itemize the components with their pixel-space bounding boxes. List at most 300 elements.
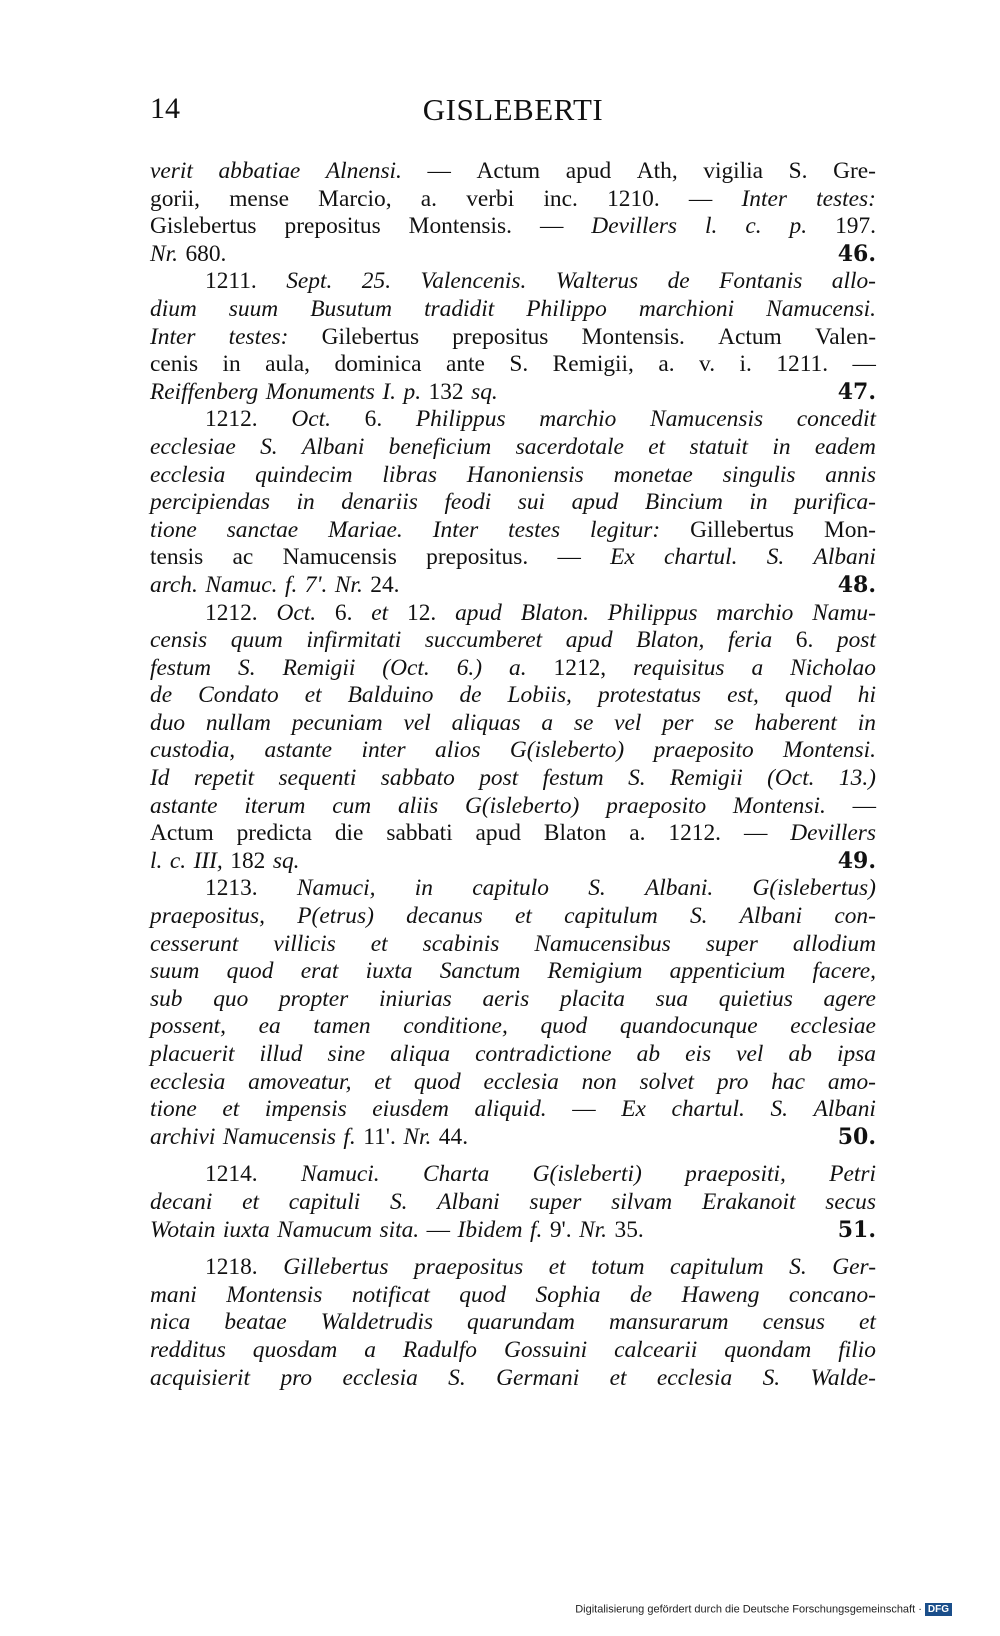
- text-line: [150, 1013, 876, 1041]
- word: ecclesiae: [790, 1013, 876, 1040]
- text-line: [150, 1161, 876, 1189]
- word: verbi: [466, 185, 515, 212]
- word: —: [427, 158, 451, 184]
- word: succumberet: [424, 627, 543, 654]
- word: infirmitati: [306, 627, 402, 654]
- word: in: [857, 709, 876, 736]
- word: apud: [565, 158, 612, 184]
- word: ac: [232, 544, 254, 571]
- word: Inter: [150, 323, 196, 350]
- word: apud: [565, 627, 613, 654]
- word: S.: [588, 875, 606, 902]
- word: mani: [150, 1281, 197, 1308]
- word: secus: [825, 1188, 876, 1215]
- word: pecuniam: [291, 709, 383, 736]
- word: prepositus.: [426, 544, 529, 571]
- word: Gossuini: [503, 1336, 588, 1363]
- word: praeposito: [653, 737, 754, 764]
- word: sq.: [471, 378, 498, 405]
- word: (Oct.: [382, 654, 430, 681]
- word: beneficium: [388, 433, 492, 460]
- word: hi: [857, 682, 876, 709]
- word: inter: [361, 737, 406, 764]
- word: aliquid.: [474, 1096, 547, 1123]
- word: cenis: [150, 351, 199, 378]
- word: et: [548, 1254, 566, 1281]
- word: chartul.: [664, 544, 738, 571]
- word: in: [414, 875, 433, 902]
- word: sub: [150, 985, 183, 1012]
- word: 132: [428, 378, 464, 405]
- word: Namucensi.: [766, 295, 876, 322]
- text-line: [150, 600, 876, 628]
- word: capitulo: [472, 875, 549, 902]
- word: a: [364, 1336, 376, 1363]
- word: 1210.: [607, 185, 660, 212]
- word: de: [459, 682, 482, 709]
- word: Alnensi.: [325, 158, 402, 184]
- word: allodium: [792, 930, 876, 957]
- word: 6.: [364, 406, 383, 433]
- word: per: [662, 709, 694, 736]
- text-line: [150, 1124, 876, 1152]
- word: —: [557, 544, 581, 571]
- word: Albani: [739, 903, 803, 930]
- word: nullam: [205, 709, 271, 736]
- word: 44.: [438, 1123, 469, 1150]
- word: Fontanis: [719, 268, 803, 295]
- word: possent,: [150, 1013, 227, 1040]
- word: et: [374, 1068, 392, 1095]
- word: Mariae.: [328, 516, 403, 543]
- text-line: [150, 682, 876, 710]
- word: 6.: [334, 599, 353, 626]
- word: Erakanoit: [701, 1188, 796, 1215]
- word: quandocunque: [619, 1013, 758, 1040]
- word: —: [743, 820, 768, 847]
- word: Philippo: [526, 295, 607, 322]
- word: 1214.: [205, 1161, 258, 1188]
- word: hac: [771, 1068, 806, 1095]
- word: monetae: [613, 461, 693, 488]
- word: aliis: [397, 792, 439, 819]
- word: tione: [150, 516, 197, 543]
- text-line: [150, 986, 876, 1014]
- word: Gillebertus: [283, 1254, 389, 1281]
- word: Nr.: [403, 1123, 432, 1150]
- word: festum: [542, 765, 604, 792]
- word: a.: [658, 351, 675, 378]
- word: Waldetrudis: [320, 1309, 433, 1336]
- word: suum: [228, 295, 279, 322]
- word: de: [629, 1281, 653, 1308]
- text-line: [150, 241, 876, 269]
- word: ea: [258, 1013, 281, 1040]
- word: dium: [150, 295, 197, 322]
- word: S.: [689, 903, 708, 930]
- word: capituli: [288, 1188, 361, 1215]
- word: Montensis.: [408, 213, 512, 240]
- text-line: [150, 765, 876, 793]
- word: eiusdem: [372, 1096, 449, 1123]
- word: 182: [230, 847, 266, 874]
- word: eadem: [814, 433, 876, 460]
- word: apud: [455, 599, 502, 626]
- entry-gap: [150, 1151, 876, 1161]
- word: Condato: [198, 682, 279, 709]
- word: v.: [699, 351, 716, 378]
- word: quo: [213, 985, 249, 1012]
- word: 1213.: [205, 875, 258, 902]
- word: et: [859, 1309, 876, 1336]
- word: Germani: [496, 1364, 580, 1391]
- word: Sophia: [535, 1281, 601, 1308]
- word: Albani: [813, 1096, 876, 1123]
- word: denariis: [341, 489, 418, 516]
- word: tamen: [313, 1013, 371, 1040]
- word: se: [714, 709, 734, 736]
- word: Petri: [829, 1161, 876, 1188]
- word: testes: [508, 516, 561, 543]
- text-line: [150, 1337, 876, 1365]
- word: Albani: [301, 433, 365, 460]
- word: —: [572, 1096, 596, 1123]
- word: totum: [591, 1254, 645, 1281]
- word: ab: [636, 1041, 661, 1067]
- word: 25.: [361, 268, 392, 295]
- word: 13.): [838, 765, 876, 792]
- text-line: [150, 213, 876, 241]
- text-line: [150, 462, 876, 490]
- word: feria: [727, 627, 773, 654]
- word: S.: [260, 433, 278, 460]
- entry-number: 50.: [837, 1123, 876, 1150]
- running-title: GISLEBERTI: [422, 92, 604, 127]
- word: c.: [745, 213, 762, 240]
- word: testes:: [816, 185, 876, 212]
- word: Gre-: [833, 158, 876, 184]
- word: quum: [230, 627, 283, 654]
- text-line: [150, 324, 876, 352]
- footer-text: Digitalisierung gefördert durch die Deutsche Forschungsgemeinschaft ·: [575, 1603, 922, 1616]
- word: Bincium: [644, 489, 723, 516]
- word: non: [581, 1068, 617, 1095]
- word: Actum: [150, 820, 214, 847]
- word: Albani.: [645, 875, 714, 902]
- word: Charta: [422, 1161, 490, 1188]
- text-line: [150, 1282, 876, 1310]
- word: ecclesia: [656, 1364, 733, 1391]
- word: Actum: [476, 158, 541, 184]
- word: erat: [300, 958, 339, 985]
- word: S.: [238, 654, 256, 681]
- word: Montensis: [226, 1281, 323, 1308]
- word: Inter: [432, 516, 479, 543]
- word: sua: [655, 985, 689, 1012]
- text-line: [150, 875, 876, 903]
- word: eis: [685, 1041, 712, 1067]
- word: Blaton,: [636, 627, 705, 654]
- text-line: [150, 820, 876, 848]
- word: singulis: [722, 461, 796, 488]
- word: S.: [788, 158, 808, 184]
- word: astante: [264, 737, 333, 764]
- word: sq.: [272, 847, 300, 874]
- word: pro: [280, 1364, 313, 1391]
- text-line: [150, 1365, 876, 1393]
- text-line: [150, 1096, 876, 1124]
- word: sita.: [379, 1216, 420, 1243]
- word: Oct.: [291, 406, 331, 433]
- word: Balduino: [347, 682, 434, 709]
- word: S.: [389, 1188, 408, 1215]
- word: statuit: [689, 433, 748, 460]
- word: in: [772, 433, 791, 460]
- word: concedit: [796, 406, 876, 433]
- text-line: [150, 1254, 876, 1282]
- word: appenticium: [669, 958, 786, 985]
- word: a.: [629, 820, 646, 847]
- word: Nr.: [334, 571, 363, 598]
- word: Montensis.: [581, 323, 685, 350]
- word: —: [852, 792, 876, 819]
- word: de: [150, 682, 173, 709]
- word: apud: [475, 820, 521, 847]
- word: Philippus: [415, 406, 506, 433]
- word: festum: [150, 654, 212, 681]
- word: I.: [382, 378, 397, 405]
- page-header: [150, 92, 876, 132]
- word: c.: [169, 847, 187, 874]
- word: Actum: [718, 323, 782, 350]
- word: chartul.: [671, 1096, 745, 1123]
- word: praepositi,: [685, 1161, 786, 1188]
- word: 1211.: [205, 268, 257, 295]
- text-line: [150, 903, 876, 931]
- word: protestatus: [597, 682, 702, 709]
- word: Ath,: [636, 158, 678, 184]
- word: Remigii: [669, 765, 743, 792]
- text-line: [150, 958, 876, 986]
- word: Walterus: [555, 268, 639, 295]
- word: iuxta: [365, 958, 413, 985]
- word: Valen-: [814, 323, 876, 350]
- word: Nicholao: [790, 654, 876, 681]
- word: Marcio,: [318, 185, 392, 212]
- word: scabinis: [422, 930, 500, 957]
- word: Albani: [813, 544, 876, 571]
- word: —: [852, 351, 876, 378]
- text-line: [150, 1189, 876, 1217]
- word: p.: [789, 213, 808, 240]
- word: quod: [413, 1068, 461, 1095]
- word: inc.: [543, 185, 578, 212]
- word: quosdam: [252, 1336, 338, 1363]
- word: 680.: [185, 240, 227, 267]
- word: S.: [770, 1096, 788, 1123]
- word: super: [705, 930, 758, 957]
- word: Ex: [621, 1096, 646, 1123]
- word: suum: [150, 958, 200, 985]
- word: concano-: [788, 1281, 876, 1308]
- word: quod: [226, 958, 274, 985]
- digitization-footer: [575, 1603, 952, 1616]
- text-line: [150, 1041, 876, 1069]
- word: dominica: [334, 351, 422, 378]
- word: et: [371, 599, 389, 626]
- word: praeposito: [606, 792, 707, 819]
- word: Devillers: [591, 213, 678, 240]
- word: post: [836, 627, 876, 654]
- word: Hanoniensis: [466, 461, 584, 488]
- word: die: [334, 820, 364, 847]
- word: Oct.: [276, 599, 317, 626]
- word: Radulfo: [402, 1336, 477, 1363]
- word: 1218.: [205, 1254, 258, 1281]
- text-line: [150, 931, 876, 959]
- word: placita: [559, 985, 625, 1012]
- word: G(islebertus): [752, 875, 876, 902]
- word: et: [609, 1364, 627, 1391]
- word: haberent: [754, 709, 837, 736]
- word: pro: [716, 1068, 749, 1095]
- text-line: [150, 351, 876, 379]
- word: tensis: [150, 544, 204, 571]
- word: Inter: [741, 185, 787, 212]
- word: aliqua: [390, 1041, 451, 1067]
- word: libras: [382, 461, 437, 488]
- word: in: [296, 489, 315, 516]
- word: quod: [540, 1013, 588, 1040]
- word: beatae: [224, 1309, 287, 1336]
- word: Nr.: [150, 240, 178, 267]
- word: facere,: [812, 958, 876, 985]
- word: Namucensis: [650, 406, 764, 433]
- word: et: [242, 1188, 259, 1215]
- word: Namucensis: [222, 1123, 336, 1150]
- word: decanus: [406, 903, 483, 930]
- word: p.: [403, 378, 422, 405]
- word: agere: [823, 985, 876, 1012]
- word: ecclesiae: [150, 433, 236, 460]
- word: Id: [150, 765, 170, 792]
- word: l.: [150, 847, 163, 874]
- word: propter: [278, 985, 349, 1012]
- word: ab: [788, 1041, 812, 1067]
- word: Haweng: [681, 1281, 760, 1308]
- word: —: [539, 213, 564, 240]
- word: annis: [825, 461, 876, 488]
- word: —: [688, 185, 713, 212]
- word: 9'.: [549, 1216, 572, 1243]
- text-line: [150, 572, 876, 600]
- text-line: [150, 268, 876, 296]
- text-line: [150, 517, 876, 545]
- word: vel: [403, 709, 431, 736]
- word: 1211.: [776, 351, 829, 378]
- word: G(isleberti): [532, 1161, 642, 1188]
- word: sine: [327, 1041, 366, 1067]
- word: Namucensis: [282, 544, 397, 571]
- word: repetit: [193, 765, 255, 792]
- word: allo-: [831, 268, 876, 295]
- entry-number: 51.: [837, 1216, 876, 1243]
- word: Ex: [610, 544, 635, 571]
- word: 1212.: [205, 406, 258, 433]
- word: G(isleberto): [509, 737, 625, 764]
- word: Monuments: [265, 378, 375, 405]
- word: aula,: [265, 351, 310, 378]
- word: 6.: [795, 627, 814, 654]
- word: Namuc.: [205, 571, 278, 598]
- text-line: [150, 186, 876, 214]
- word: ecclesia: [483, 1068, 559, 1095]
- word: custodia,: [150, 737, 236, 764]
- word: censis: [150, 627, 208, 654]
- word: prepositus: [284, 213, 381, 240]
- word: placuerit: [150, 1041, 235, 1067]
- word: quindecim: [255, 461, 353, 488]
- word: solvet: [639, 1068, 695, 1095]
- word: sabbati: [386, 820, 453, 847]
- word: se: [573, 709, 594, 736]
- word: cum: [332, 792, 372, 819]
- word: redditus: [150, 1336, 226, 1363]
- word: quarundam: [467, 1309, 575, 1336]
- word: apud: [571, 489, 619, 516]
- word: vel: [736, 1041, 764, 1067]
- word: Busutum: [310, 295, 393, 322]
- word: iuxta: [222, 1216, 270, 1243]
- word: in: [222, 351, 241, 378]
- word: 197.: [835, 213, 876, 240]
- entry-number: 47.: [837, 378, 876, 405]
- word: Namucensibus: [534, 930, 671, 957]
- text-line: [150, 848, 876, 876]
- word: 1212.: [205, 599, 258, 626]
- page-number: 14: [150, 92, 180, 125]
- word: i.: [739, 351, 752, 378]
- word: percipiendas: [150, 489, 270, 516]
- word: P(etrus): [297, 903, 374, 930]
- word: mense: [229, 185, 289, 212]
- word: 1212,: [553, 654, 607, 681]
- word: S.: [789, 1254, 807, 1281]
- word: 1212.: [668, 820, 722, 847]
- word: duo: [150, 709, 186, 736]
- word: amoveatur,: [248, 1068, 352, 1095]
- word: purifica-: [794, 489, 876, 516]
- word: sacerdotale: [515, 433, 624, 460]
- word: illud: [259, 1041, 303, 1067]
- word: legitur:: [590, 516, 661, 543]
- word: in: [749, 489, 768, 516]
- word: ecclesia: [150, 1068, 226, 1095]
- word: sui: [517, 489, 546, 516]
- word: S.: [509, 351, 529, 378]
- word: praepositus,: [150, 903, 266, 930]
- word: 7'.: [304, 571, 328, 598]
- word: Mon-: [823, 516, 876, 543]
- text-line: [150, 296, 876, 324]
- word: ante: [445, 351, 485, 378]
- word: Blaton: [543, 820, 607, 847]
- text-line: [150, 793, 876, 821]
- word: mansurarum: [608, 1309, 729, 1336]
- text-line: [150, 1069, 876, 1097]
- word: G(isleberto): [465, 792, 580, 819]
- word: nica: [150, 1309, 191, 1336]
